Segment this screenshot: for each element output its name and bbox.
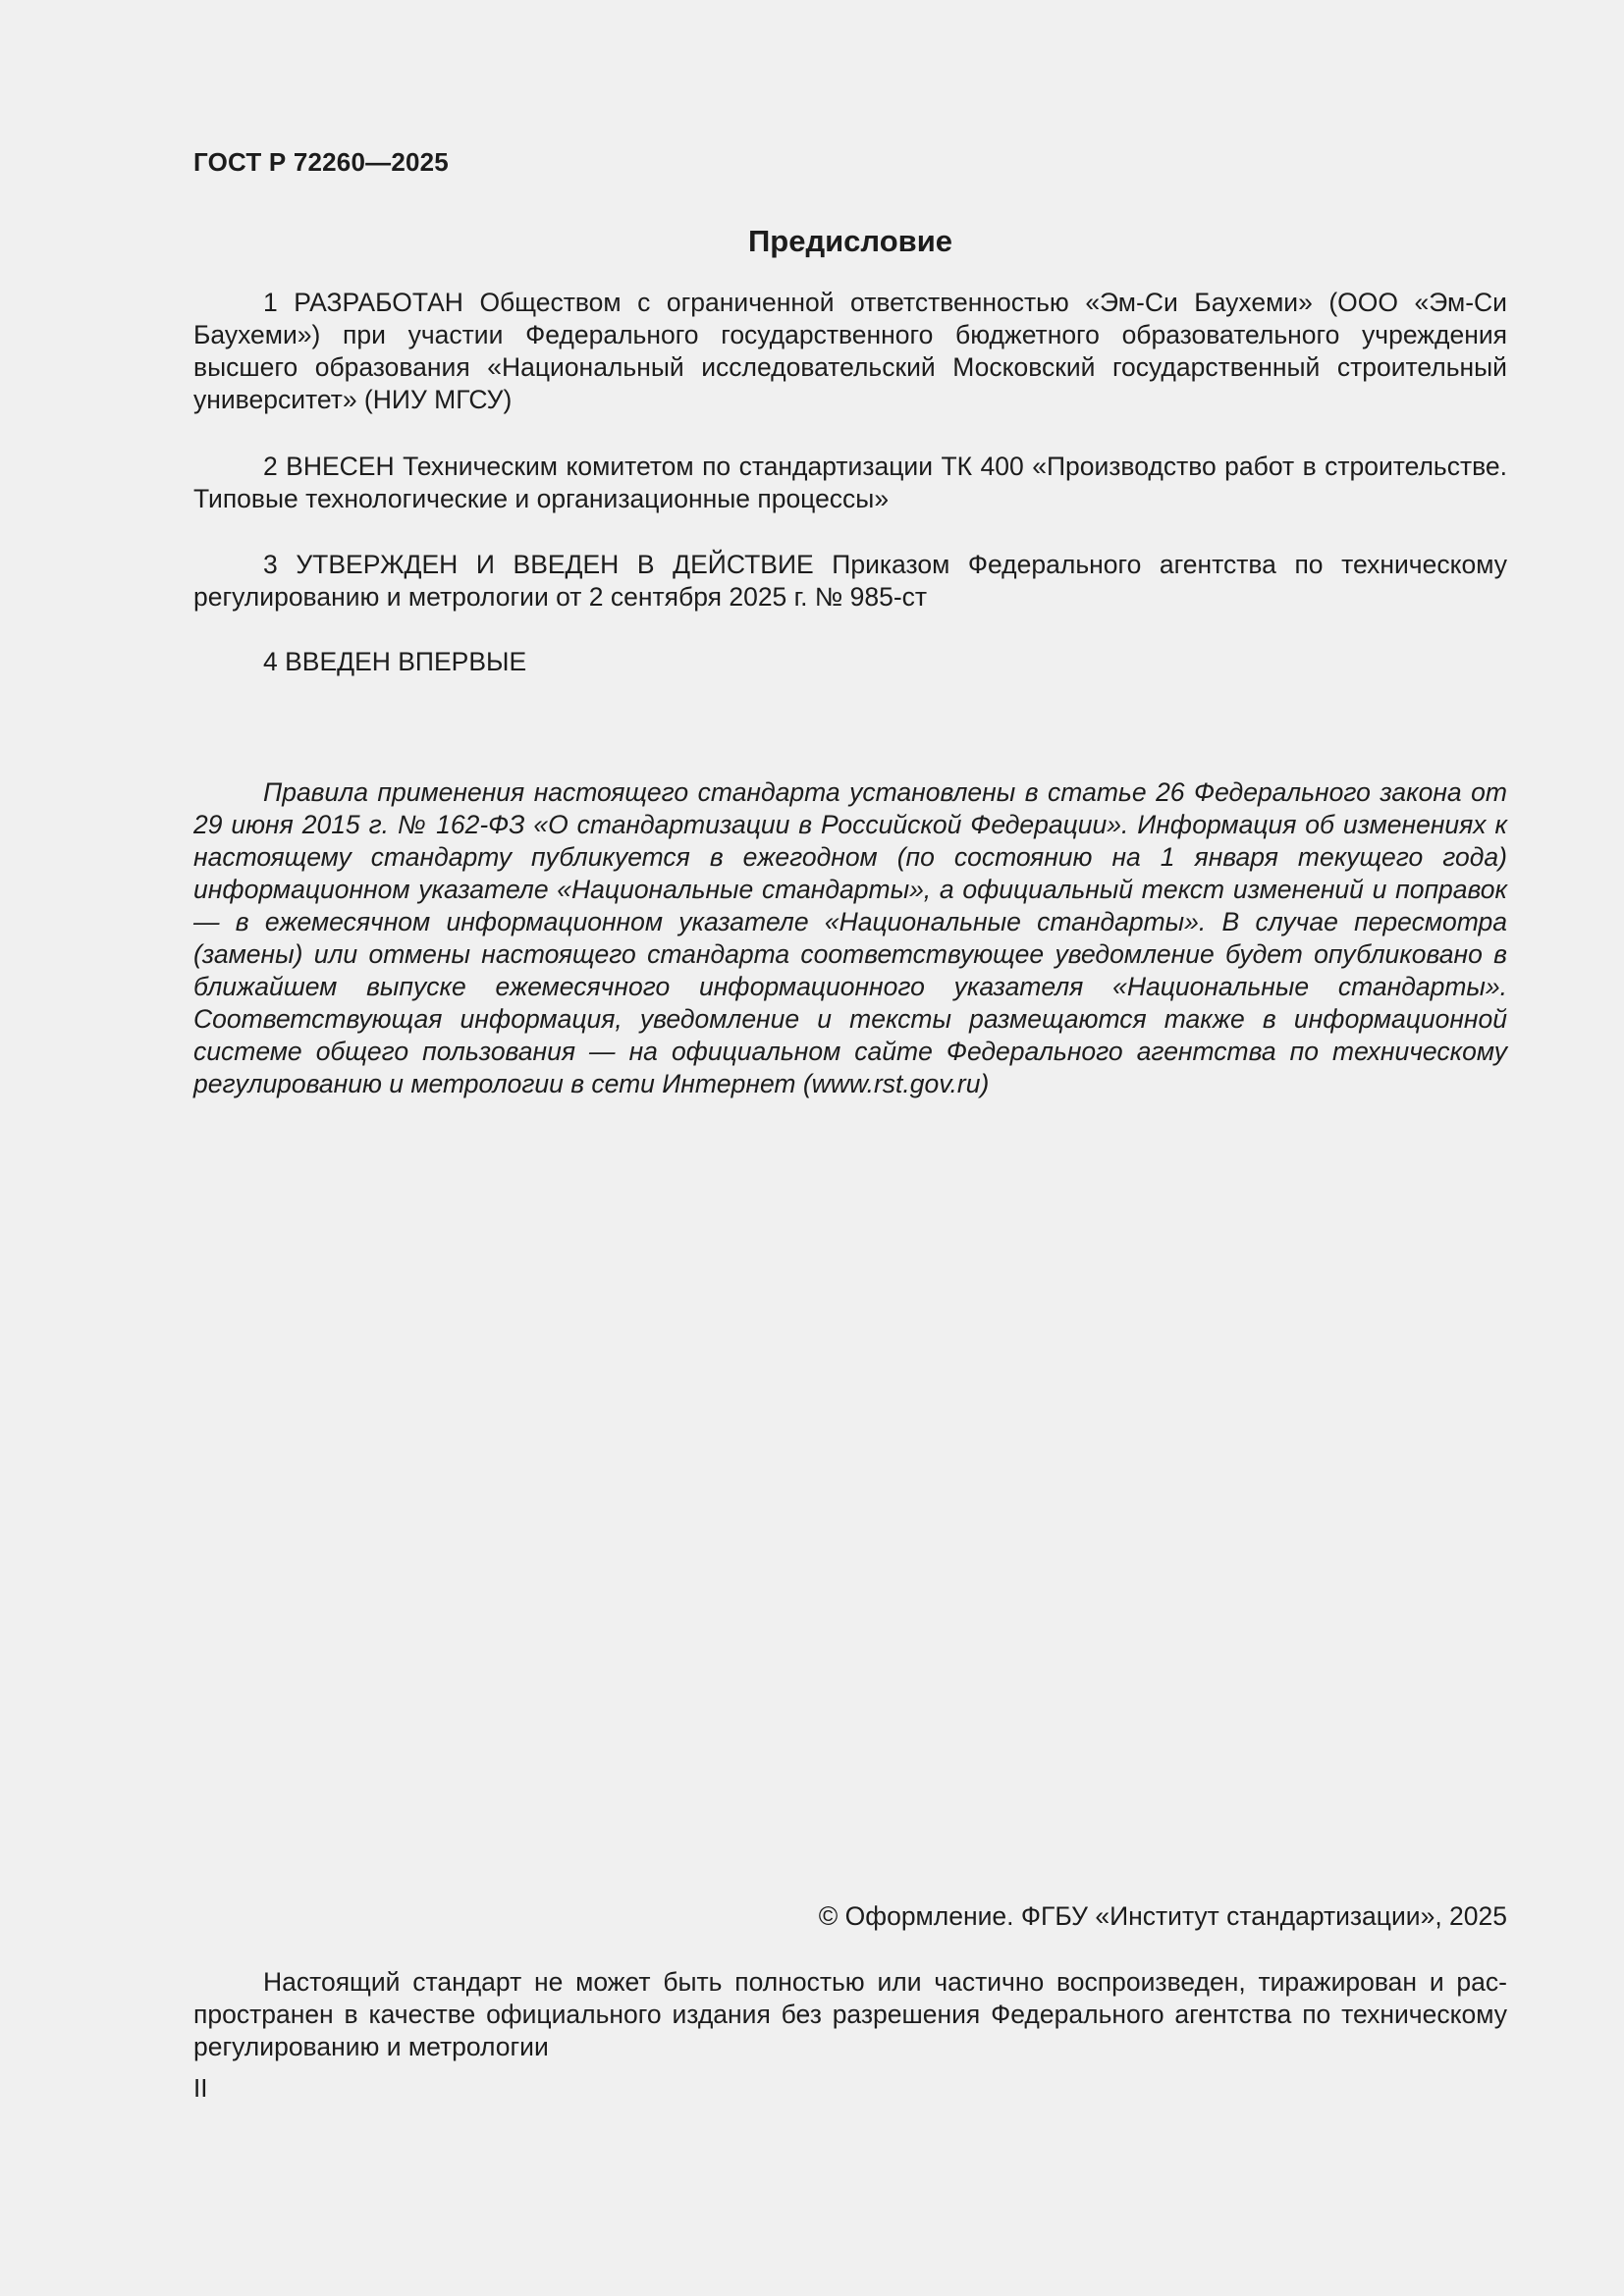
- preface-item-3: 3 УТВЕРЖДЕН И ВВЕДЕН В ДЕЙСТВИЕ Приказом Федерального агентства по техническому регулированию и метрологии от 2 сентября 2025 г. № 985-ст: [193, 550, 1507, 612]
- rules-note: Правила применения настоящего стандарта установлены в статье 26 Федерального закона от 29 июня 2015 г. № 162-ФЗ «О стандартизации в Российской Федерации». Информация об изменениях к настоящему стандарту публикуется в ежегодном (по состоянию на 1 января текущего года) информационном указателе «Национальные стандарты», а официальный текст изменений и поправок — в ежемесячном информационном указателе «Национальные стандарты». В случае пересмотра (замены) или отмены настоящего стандарта соответствующее уведомление будет опубликовано в ближайшем выпуске ежемесячного информационного указателя «Национальные стандарты». Соответствующая информация, уведомление и тексты размещаются также в информационной системе общего пользования — на официальном сайте Федерального агентства по техническому регулированию и метрологии в сети Интернет (www.rst.gov.ru): [193, 777, 1507, 1098]
- document-code: ГОСТ Р 72260—2025: [193, 147, 449, 177]
- page-number: II: [193, 2073, 208, 2103]
- copyright-notice: © Оформление. ФГБУ «Институт стандартизации», 2025: [818, 1901, 1507, 1931]
- preface-item-2: 2 ВНЕСЕН Техническим комитетом по стандартизации ТК 400 «Производство работ в строительстве. Типовые технологические и организационные процессы»: [193, 452, 1507, 513]
- reproduction-notice: Настоящий стандарт не может быть полностью или частично воспроизведен, тиражирован и распространен в качестве официального издания без разрешения Федерального агентства по техническому регулированию и метрологии: [193, 1967, 1507, 2061]
- page-title: Предисловие: [747, 224, 952, 258]
- preface-item-4: 4 ВВЕДЕН ВПЕРВЫЕ: [263, 647, 527, 676]
- preface-item-1: 1 РАЗРАБОТАН Обществом с ограниченной ответственностью «Эм-Си Баухеми» (ООО «Эм-Си Баухеми») при участии Федерального государственного бюджетного образовательного учреждения высшего образования «Национальный исследовательский Московский государственный строительный университет» (НИУ МГСУ): [193, 288, 1507, 414]
